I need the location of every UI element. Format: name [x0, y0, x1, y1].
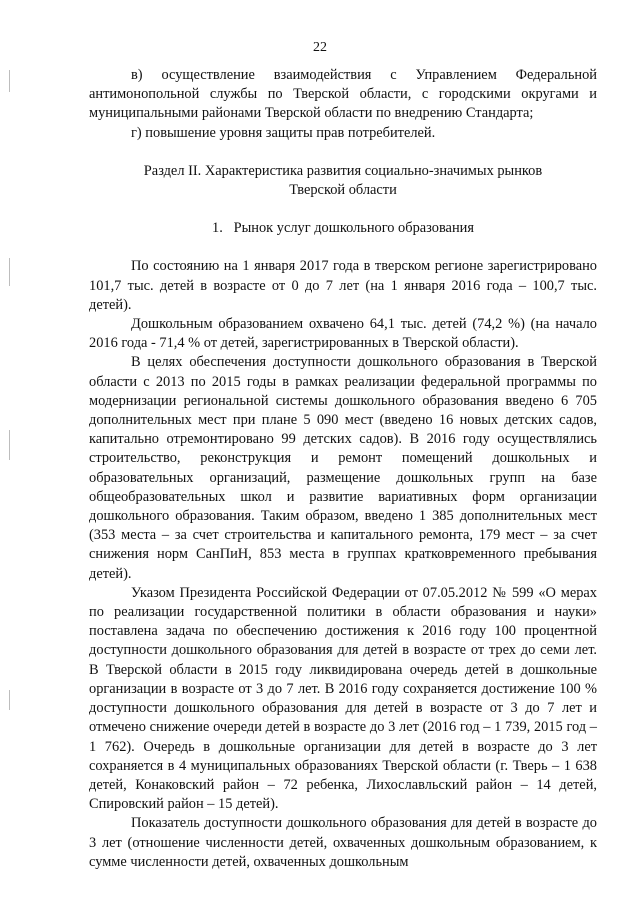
list-item-g: г) повышение уровня защиты прав потребителей. — [131, 124, 436, 141]
scan-edge-mark — [9, 430, 10, 460]
paragraph: Дошкольным образованием охвачено 64,1 тыс. детей (74,2 %) (на начало 2016 года - 71,4 % от детей, зарегистрированных в Тверской области). — [89, 316, 597, 352]
paragraph: В целях обеспечения доступности дошкольного образования в Тверской области с 2013 по 2015 годы в рамках реализации федеральной программы по модернизации региональной системы дошкольного образования введено 6 705 дополнительных мест при плане 5 090 мест (введено 16 новых детских садов, капитально отремонтировано 99 детских садов). В 2016 году осуществлялись строительство, реконструкция и ремонт помещений дошкольных и образовательных организаций, размещение дошкольных групп на базе общеобразовательных школ и развитие вариативных форм организации дошкольного образования. Таким образом, введено 1 385 дополнительных мест (353 места – за счет строительства и капитального ремонта, 179 мест – за счет снижения норм СанПиН, 853 места в группах кратковременного пребывания детей). — [89, 354, 597, 582]
section-title: Раздел II. Характеристика развития социально-значимых рынков Тверской области — [143, 162, 543, 199]
document-body — [89, 66, 597, 872]
paragraph: По состоянию на 1 января 2017 года в тверском регионе зарегистрировано 101,7 тыс. детей в возрасте от 0 до 7 лет (на 1 января 2016 года – 100,7 тыс. детей). — [89, 258, 597, 313]
scan-edge-mark — [9, 258, 10, 286]
scan-edge-mark — [9, 690, 10, 710]
paragraph: Показатель доступности дошкольного образования для детей в возрасте до 3 лет (отношение численности детей, охваченных дошкольным образованием, к сумме численности детей, охваченных дошкольным — [89, 815, 597, 870]
scan-edge-mark — [9, 70, 10, 92]
list-item-v: в) осуществление взаимодействия с Управлением Федеральной антимонопольной службы по Тверской области, с городскими округами и муниципальными районами Тверской области по внедрению Стандарта; — [89, 67, 597, 122]
subsection-title: 1. Рынок услуг дошкольного образования — [212, 220, 474, 237]
page-number: 22 — [313, 40, 327, 55]
paragraph: Указом Президента Российской Федерации от 07.05.2012 № 599 «О мерах по реализации государственной политики в области образования и науки» поставлена задача по обеспечению достижения к 2016 году 100 процентной доступности дошкольного образования для детей в возрасте от трех до семи лет. В Тверской области в 2015 году ликвидирована очередь детей в дошкольные организации в возрасте от 3 до 7 лет. В 2016 году сохраняется достижение 100 % доступности дошкольного образования для детей в возрасте от 3 до 7 лет и отмечено снижение очереди детей в возрасте до 3 лет (2016 год – 1 739, 2015 год – 1 762). Очередь в дошкольные организации для детей в возрасте до 3 лет сохраняется в 4 муниципальных образованиях Тверской области (г. Тверь – 1 638 детей, Конаковский район – 72 ребенка, Лихославльский район – 14 детей, Спировский район – 15 детей). — [89, 584, 597, 813]
